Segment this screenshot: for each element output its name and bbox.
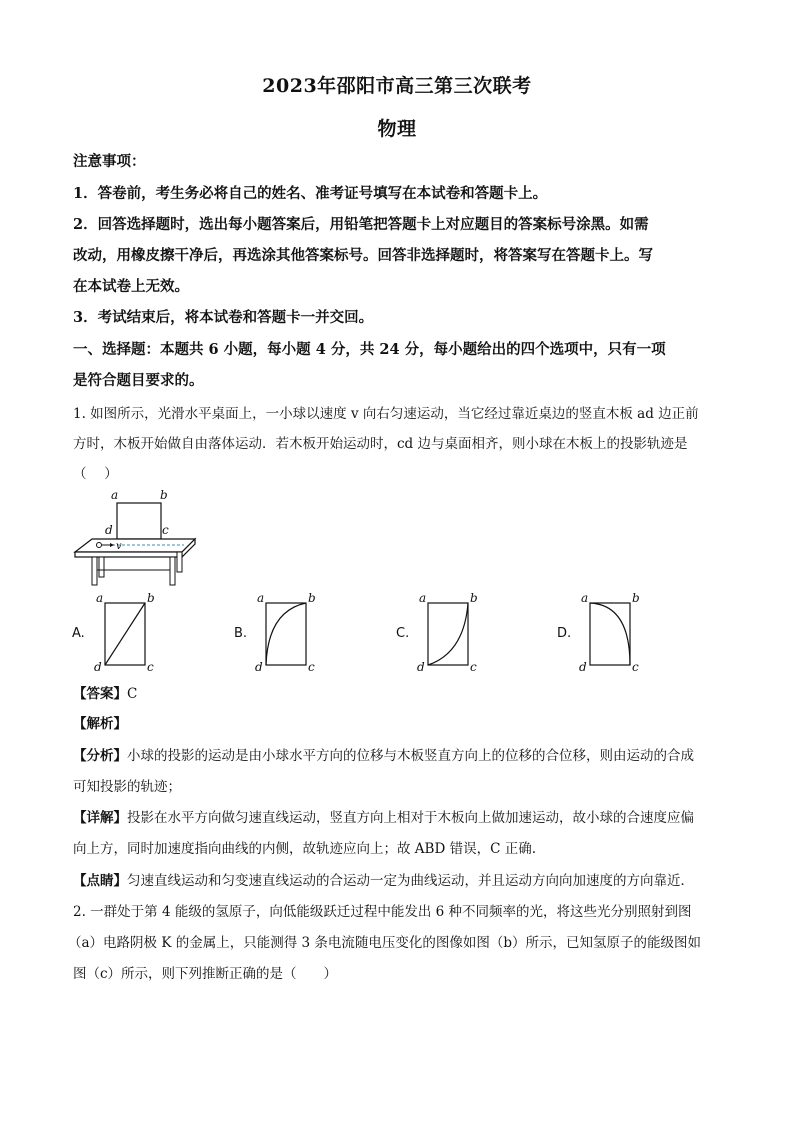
option-c-letter: C.	[396, 626, 410, 641]
label-c: c	[147, 660, 154, 674]
label-b: b	[632, 591, 640, 605]
answer-line	[73, 682, 733, 702]
question-1-text: 1. 如图所示，光滑水平桌面上，一小球以速度 v 向右匀速运动，当它经过靠近桌边的竖直木板 ad 边正前	[73, 406, 699, 422]
label-a: a	[111, 488, 119, 502]
option-d-figure[interactable]	[576, 591, 646, 675]
label-d: d	[255, 660, 263, 674]
fenxi-line-2: 可知投影的轨迹；	[73, 779, 181, 795]
option-c-figure[interactable]	[414, 591, 484, 675]
fenxi-tag: 【分析】	[73, 748, 127, 764]
subject-title: 物理	[377, 118, 417, 140]
label-b: b	[470, 591, 478, 605]
section-heading-line: 一、选择题：本题共 6 小题，每小题 4 分，共 24 分，每小题给出的四个选项中，只有一项	[73, 341, 666, 358]
label-b: b	[308, 591, 316, 605]
question-1-blank: （ ）	[73, 466, 118, 482]
option-b-figure[interactable]	[252, 591, 322, 675]
table-leg	[177, 552, 182, 572]
option-a-letter: A.	[72, 626, 85, 641]
option-b-letter: B.	[234, 626, 248, 641]
xiangjie-tag: 【详解】	[73, 810, 127, 826]
notice-heading: 注意事项：	[73, 153, 146, 170]
label-c: c	[470, 660, 477, 674]
notice-item: 3．考试结束后，将本试卷和答题卡一并交回。	[73, 309, 374, 326]
question-2-text: 图（c）所示，则下列推断正确的是（ ）	[73, 966, 338, 982]
label-d: d	[579, 660, 587, 674]
dianjing-text: 匀速直线运动和匀变速直线运动的合运动一定为曲线运动，并且运动方向向加速度的方向靠近．	[127, 873, 694, 889]
label-v: v	[116, 541, 122, 552]
label-b: b	[160, 488, 168, 502]
question-1-text: 方时，木板开始做自由落体运动．若木板开始运动时，cd 边与桌面相齐，则小球在木板上的投影轨迹是	[73, 436, 688, 452]
fenxi-line	[73, 744, 733, 764]
label-d: d	[94, 660, 102, 674]
xiangjie-line-2: 向上方，同时加速度指向曲线的内侧，故轨迹应向上；故 ABD 错误，C 正确.	[73, 841, 536, 857]
label-a: a	[96, 591, 104, 605]
notice-item: 在本试卷上无效。	[73, 278, 189, 295]
table-board-figure	[70, 488, 200, 590]
dianjing-tag: 【点睛】	[73, 873, 127, 889]
xiangjie-line	[73, 806, 733, 826]
question-2-text: 2. 一群处于第 4 能级的氢原子，向低能级跃迁过程中能发出 6 种不同频率的光，将这些光分别照射到图	[73, 904, 692, 920]
table-edge	[75, 552, 182, 557]
answer-value: C	[127, 686, 138, 702]
label-a: a	[419, 591, 427, 605]
exam-title: 2023年邵阳市高三第三次联考	[262, 75, 532, 97]
notice-item: 改动，用橡皮擦干净后，再选涂其他答案标号。回答非选择题时，将答案写在答题卡上。写	[73, 247, 653, 264]
label-d: d	[417, 660, 425, 674]
label-c: c	[162, 523, 169, 537]
board-rect	[117, 503, 161, 539]
option-a-figure[interactable]	[91, 591, 161, 675]
option-board	[590, 603, 630, 665]
analysis-line	[73, 712, 733, 732]
table-leg	[92, 557, 97, 585]
label-c: c	[632, 660, 639, 674]
option-d-letter: D.	[557, 626, 572, 641]
table-leg	[170, 557, 175, 585]
xiangjie-text: 投影在水平方向做匀速直线运动，竖直方向上相对于木板向上做加速运动，故小球的合速度应偏	[127, 810, 694, 826]
answer-tag: 【答案】	[73, 686, 127, 702]
option-board	[428, 603, 468, 665]
table-leg	[99, 557, 104, 577]
label-a: a	[581, 591, 589, 605]
label-a: a	[257, 591, 265, 605]
fenxi-text: 小球的投影的运动是由小球水平方向的位移与木板竖直方向上的位移的合位移，则由运动的合成	[127, 748, 694, 764]
ball	[97, 543, 102, 548]
label-b: b	[147, 591, 155, 605]
notice-item: 2．回答选择题时，选出每小题答案后，用铅笔把答题卡上对应题目的答案标号涂黑。如需	[73, 216, 649, 233]
notice-item: 1．答卷前，考生务必将自己的姓名、准考证号填写在本试卷和答题卡上。	[73, 185, 548, 202]
label-d: d	[105, 523, 113, 537]
label-c: c	[308, 660, 315, 674]
dianjing-line	[73, 869, 733, 889]
section-heading-line: 是符合题目要求的。	[73, 372, 204, 389]
analysis-tag: 【解析】	[73, 716, 127, 732]
question-2-text: （a）电路阴极 K 的金属上，只能测得 3 条电流随电压变化的图像如图（b）所示，已知氢原子的能级图如	[68, 935, 702, 951]
